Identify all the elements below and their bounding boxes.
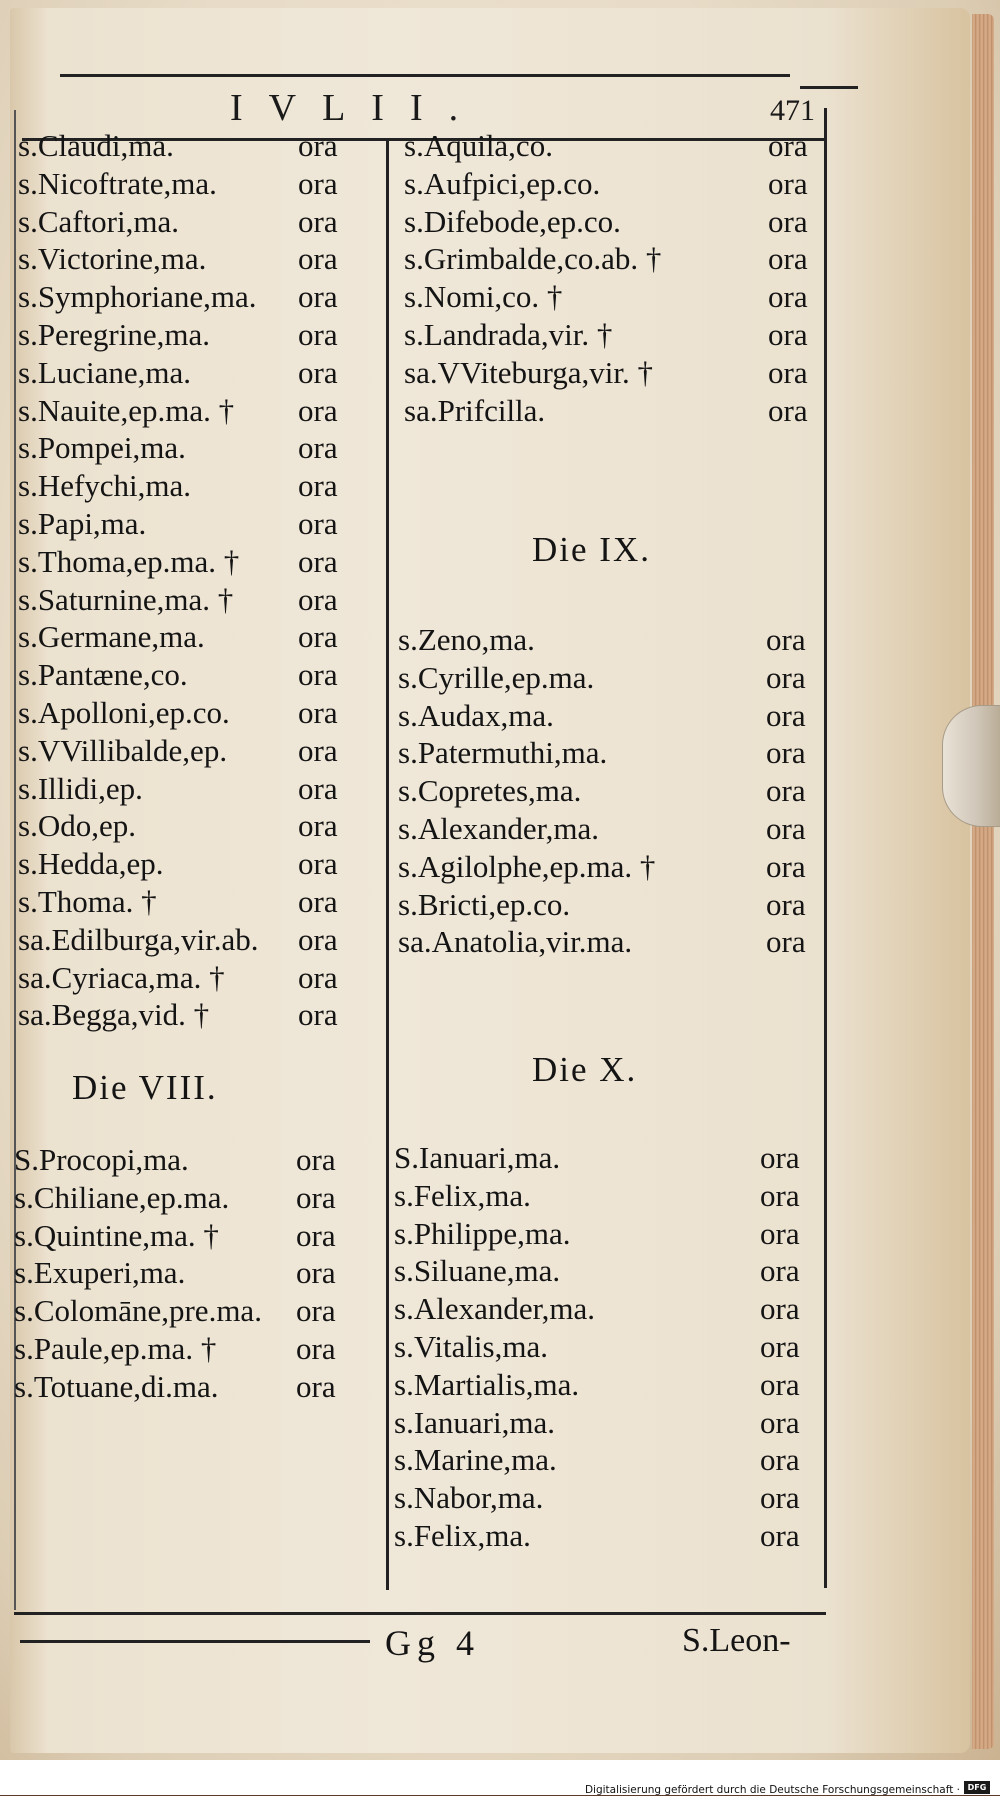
signature-mark: Gg 4 bbox=[385, 1623, 480, 1663]
left-entry-name: s.Totuane,di.ma. bbox=[14, 1368, 219, 1404]
right-entry-response: ora bbox=[760, 1518, 800, 1553]
left-entry-response: ora bbox=[296, 1331, 336, 1366]
catchword: S.Leon- bbox=[682, 1622, 791, 1659]
header-rule-short bbox=[800, 86, 858, 89]
dfg-logo: DFG bbox=[964, 1781, 990, 1794]
left-entry-name: s.Paule,ep.ma. † bbox=[14, 1331, 217, 1366]
right-entry-response: ora bbox=[768, 241, 808, 277]
right-entry-name: s.Copretes,ma. bbox=[398, 773, 582, 809]
footer-rule bbox=[20, 1640, 370, 1643]
right-entry-name: s.Landrada,vir. † bbox=[404, 317, 613, 352]
book-clasp bbox=[942, 705, 1000, 827]
right-entry-name: sa.Prifcilla. bbox=[404, 392, 546, 428]
left-entry-name: s.Luciane,ma. bbox=[18, 354, 192, 390]
left-entry-response: ora bbox=[298, 354, 338, 390]
right-entry-response: ora bbox=[766, 697, 806, 733]
right-entry-response: ora bbox=[760, 1140, 800, 1175]
left-entry-name: s.Symphoriane,ma. bbox=[18, 279, 257, 315]
right-entry-name: s.Ianuari,ma. bbox=[394, 1404, 555, 1440]
right-entry-name: s.Marine,ma. bbox=[394, 1442, 557, 1478]
left-entry-name: sa.Edilburga,vir.ab. bbox=[18, 921, 259, 957]
right-entry-response: ora bbox=[768, 317, 808, 352]
left-entry-response: ora bbox=[296, 1179, 336, 1215]
right-entry-name: s.Felix,ma. bbox=[394, 1177, 531, 1213]
right-entry-name: sa.VViteburga,vir. † bbox=[404, 354, 653, 390]
left-entry-response: ora bbox=[296, 1217, 336, 1253]
left-entry-response: ora bbox=[296, 1368, 336, 1404]
right-entry-response: ora bbox=[760, 1215, 800, 1251]
right-entry-response: ora bbox=[766, 735, 806, 771]
table-bottom-rule bbox=[14, 1612, 826, 1615]
left-entry-name: s.Pantæne,co. bbox=[18, 657, 188, 693]
left-entry-name: s.Nicoftrate,ma. bbox=[18, 165, 217, 201]
left-entry-name: s.Odo,ep. bbox=[18, 808, 136, 844]
page-fore-edge bbox=[972, 14, 994, 1749]
left-entry-response: ora bbox=[298, 997, 338, 1033]
left-entry-name: s.Quintine,ma. † bbox=[14, 1217, 219, 1253]
left-entry-response: ora bbox=[298, 392, 338, 428]
page-number: 471 bbox=[770, 94, 815, 127]
left-entry-response: ora bbox=[298, 506, 338, 541]
right-entry-name: s.Alexander,ma. bbox=[394, 1291, 596, 1327]
left-entry-response: ora bbox=[298, 468, 338, 504]
left-entry-name: s.Germane,ma. bbox=[18, 619, 205, 655]
right-entry-name: s.Zeno,ma. bbox=[398, 622, 535, 657]
left-entry-response: ora bbox=[298, 846, 338, 882]
left-entry-name: s.Hedda,ep. bbox=[18, 846, 164, 882]
right-entry-name: s.Felix,ma. bbox=[394, 1518, 531, 1553]
digitization-credit: Digitalisierung gefördert durch die Deutsche Forschungsgemeinschaft · bbox=[584, 1784, 960, 1796]
right-entry-name: s.Patermuthi,ma. bbox=[398, 735, 608, 771]
left-entry-response: ora bbox=[296, 1293, 336, 1329]
day-heading-viii: Die VIII. bbox=[72, 1068, 218, 1107]
left-entry-response: ora bbox=[298, 959, 338, 995]
day-heading-x: Die X. bbox=[532, 1050, 638, 1089]
left-entry-name: s.Victorine,ma. bbox=[18, 241, 207, 277]
right-entry-name: s.Vitalis,ma. bbox=[394, 1329, 548, 1364]
right-entry-name: s.Philippe,ma. bbox=[394, 1215, 571, 1251]
left-entry-name: sa.Cyriaca,ma. † bbox=[18, 959, 225, 995]
left-entry-response: ora bbox=[298, 808, 338, 844]
right-entry-name: s.Bricti,ep.co. bbox=[398, 886, 571, 922]
right-entry-response: ora bbox=[760, 1329, 800, 1364]
left-entry-name: s.Nauite,ep.ma. † bbox=[18, 392, 235, 428]
right-entry-name: s.Siluane,ma. bbox=[394, 1253, 561, 1289]
right-entry-response: ora bbox=[760, 1253, 800, 1289]
right-entry-name: s.Martialis,ma. bbox=[394, 1366, 580, 1402]
left-entry-name: s.Hefychi,ma. bbox=[18, 468, 192, 504]
right-entry-response: ora bbox=[760, 1366, 800, 1402]
right-entry-name: s.Alexander,ma. bbox=[398, 811, 600, 846]
left-entry-response: ora bbox=[296, 1255, 336, 1291]
left-entry-name: s.Caftori,ma. bbox=[18, 203, 179, 239]
right-entry-name: s.Cyrille,ep.ma. bbox=[398, 659, 595, 695]
right-entry-response: ora bbox=[768, 354, 808, 390]
left-entry-name: s.Papi,ma. bbox=[18, 506, 147, 541]
right-entry-name: s.Nomi,co. † bbox=[404, 279, 563, 315]
left-entry-name: s.Colomāne,pre.ma. bbox=[14, 1293, 262, 1329]
right-entry-name: s.Grimbalde,co.ab. † bbox=[404, 241, 662, 277]
left-entry-response: ora bbox=[298, 657, 338, 693]
right-entry-response: ora bbox=[768, 279, 808, 315]
right-entry-response: ora bbox=[766, 886, 806, 922]
right-entry-response: ora bbox=[760, 1442, 800, 1478]
left-entry-name: s.Thoma,ep.ma. † bbox=[18, 543, 240, 579]
left-entry-name: sa.Begga,vid. † bbox=[18, 997, 210, 1033]
left-entry-name: s.Chiliane,ep.ma. bbox=[14, 1179, 230, 1215]
right-entry-name: S.Ianuari,ma. bbox=[394, 1140, 561, 1175]
left-entry-name: s.Illidi,ep. bbox=[18, 770, 143, 806]
left-entry-response: ora bbox=[298, 770, 338, 806]
left-entry-name: s.Pompei,ma. bbox=[18, 430, 186, 466]
right-entry-response: ora bbox=[766, 848, 806, 884]
right-entry-name: s.Nabor,ma. bbox=[394, 1480, 544, 1516]
right-entry-response: ora bbox=[760, 1404, 800, 1440]
left-entry-name: s.Claudi,ma. bbox=[18, 128, 174, 163]
right-entry-name: sa.Anatolia,vir.ma. bbox=[398, 924, 633, 960]
left-entry-response: ora bbox=[298, 921, 338, 957]
left-entry-response: ora bbox=[298, 581, 338, 617]
left-entry-name: s.Apolloni,ep.co. bbox=[18, 695, 230, 730]
right-entry-response: ora bbox=[768, 203, 808, 239]
right-entry-response: ora bbox=[768, 165, 808, 201]
left-entry-response: ora bbox=[298, 317, 338, 352]
header-rule bbox=[60, 74, 790, 77]
left-entry-response: ora bbox=[298, 203, 338, 239]
left-entry-response: ora bbox=[296, 1142, 336, 1177]
left-entry-response: ora bbox=[298, 430, 338, 466]
left-entry-response: ora bbox=[298, 619, 338, 655]
right-entry-response: ora bbox=[766, 811, 806, 846]
left-entry-response: ora bbox=[298, 884, 338, 919]
left-entry-response: ora bbox=[298, 279, 338, 315]
right-entry-name: s.Aufpici,ep.co. bbox=[404, 165, 601, 201]
left-entry-response: ora bbox=[298, 695, 338, 730]
right-entry-response: ora bbox=[766, 924, 806, 960]
left-entry-response: ora bbox=[298, 543, 338, 579]
right-entry-response: ora bbox=[766, 659, 806, 695]
column-divider bbox=[386, 140, 389, 1590]
right-entry-response: ora bbox=[768, 392, 808, 428]
right-entry-response: ora bbox=[768, 128, 808, 163]
right-entry-name: s.Audax,ma. bbox=[398, 697, 554, 733]
left-entry-name: s.Peregrine,ma. bbox=[18, 317, 210, 352]
left-entry-response: ora bbox=[298, 732, 338, 768]
right-entry-response: ora bbox=[760, 1177, 800, 1213]
right-entry-response: ora bbox=[766, 622, 806, 657]
right-entry-response: ora bbox=[760, 1291, 800, 1327]
left-entry-name: s.Saturnine,ma. † bbox=[18, 581, 234, 617]
right-entry-name: s.Agilolphe,ep.ma. † bbox=[398, 848, 656, 884]
right-entry-name: s.Aquila,co. bbox=[404, 128, 553, 163]
right-entry-response: ora bbox=[760, 1480, 800, 1516]
left-entry-name: s.Exuperi,ma. bbox=[14, 1255, 186, 1291]
right-entry-response: ora bbox=[766, 773, 806, 809]
day-heading-ix: Die IX. bbox=[532, 530, 651, 569]
left-entry-response: ora bbox=[298, 128, 338, 163]
running-head: IVLII. bbox=[230, 87, 485, 129]
table-right-border bbox=[824, 108, 827, 1588]
left-entry-name: s.Thoma. † bbox=[18, 884, 157, 919]
right-entry-name: s.Difebode,ep.co. bbox=[404, 203, 621, 239]
left-entry-name: s.VVillibalde,ep. bbox=[18, 732, 228, 768]
left-entry-response: ora bbox=[298, 241, 338, 277]
left-entry-response: ora bbox=[298, 165, 338, 201]
left-entry-name: S.Procopi,ma. bbox=[14, 1142, 189, 1177]
